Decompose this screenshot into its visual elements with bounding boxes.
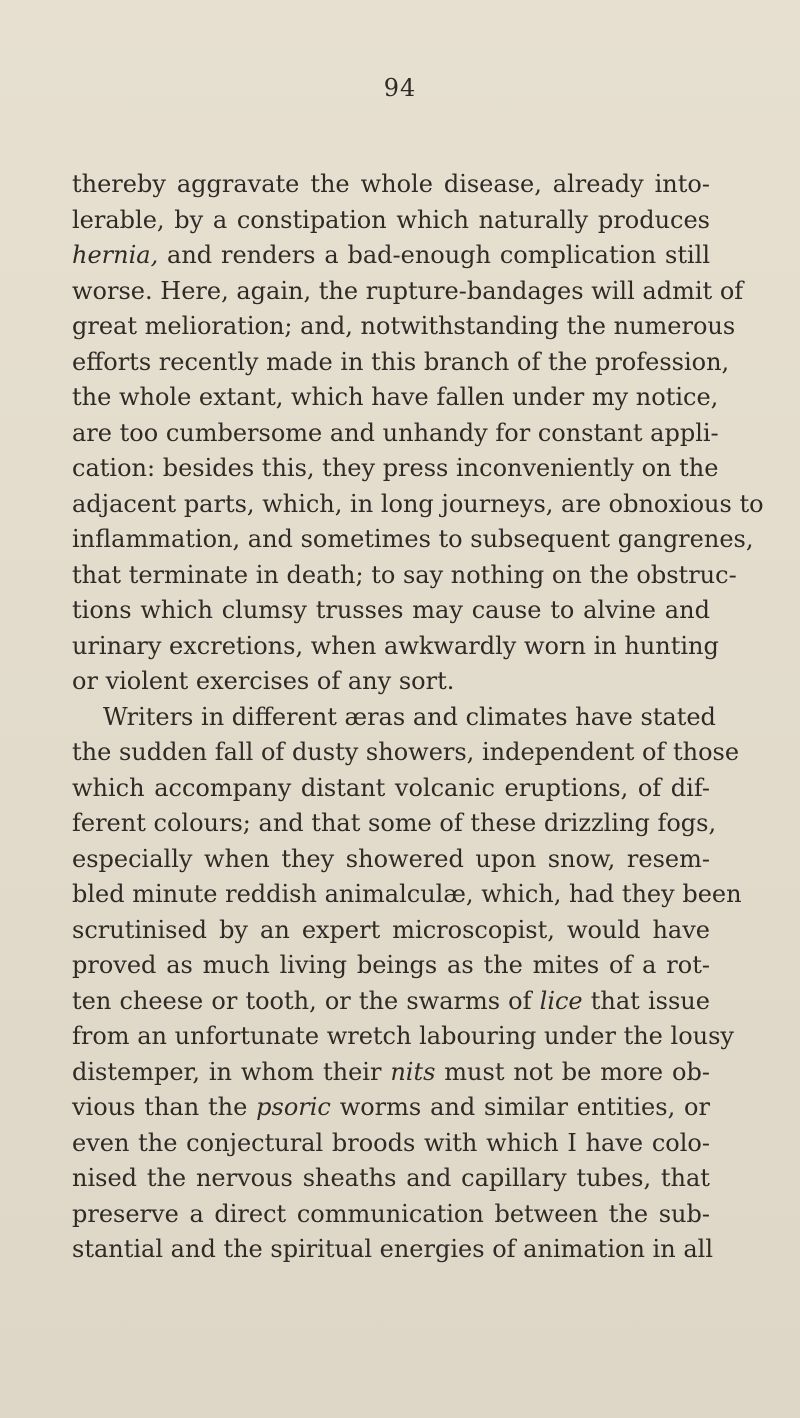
text-line: proved as much living beings as the mites of a rot- (72, 951, 710, 979)
text-line: hernia, and renders a bad-enough complication still (72, 241, 710, 269)
text-line: are too cumbersome and unhandy for constant appli- (72, 418, 719, 447)
text-line: especially when they showered upon snow, resem- (72, 844, 710, 873)
text-line: the sudden fall of dusty showers, independent of those (72, 738, 740, 766)
text-line: great melioration; and, notwithstanding the numerous (72, 312, 736, 340)
text-line: which accompany distant volcanic eruptions, of dif- (72, 773, 710, 802)
text-line: ten cheese or tooth, or the swarms of lice that issue (72, 986, 710, 1015)
text-line: tions which clumsy trusses may cause to alvine and (72, 596, 710, 624)
text-line: inflammation, and sometimes to subsequent gangrenes, (72, 525, 754, 553)
text-line: lerable, by a constipation which naturally produces (72, 205, 710, 234)
text-line: ferent colours; and that some of these drizzling fogs, (72, 809, 717, 837)
text-line: vious than the psoric worms and similar entities, or (72, 1093, 710, 1121)
text-line: adjacent parts, which, in long journeys, are obnoxious to (72, 489, 764, 518)
page-number: 94 (383, 74, 417, 102)
text-line: efforts recently made in this branch of the profession, (72, 347, 730, 376)
text-line: preserve a direct communication between the sub- (72, 1199, 710, 1228)
text-line: Writers in different æras and climates have stated (103, 702, 716, 731)
text-line: stantial and the spiritual energies of animation in all (72, 1235, 713, 1263)
text-line: thereby aggravate the whole disease, already into- (72, 170, 710, 198)
text-line: scrutinised by an expert microscopist, would have (72, 915, 710, 944)
text-line: distemper, in whom their nits must not be more ob- (72, 1057, 710, 1086)
text-line: or violent exercises of any sort. (72, 667, 455, 695)
text-line: nised the nervous sheaths and capillary tubes, that (72, 1164, 710, 1192)
text-line: urinary excretions, when awkwardly worn in hunting (72, 631, 719, 660)
text-line: bled minute reddish animalculæ, which, had they been (72, 880, 742, 908)
text-line: that terminate in death; to say nothing on the obstruc- (72, 560, 737, 589)
text-line: even the conjectural broods with which I have colo- (72, 1128, 710, 1157)
text-line: cation: besides this, they press inconveniently on the (72, 454, 719, 482)
text-line: the whole extant, which have fallen under my notice, (72, 383, 719, 411)
text-line: worse. Here, again, the rupture-bandages will admit of (72, 276, 744, 305)
text-line: from an unfortunate wretch labouring under the lousy (72, 1022, 734, 1050)
